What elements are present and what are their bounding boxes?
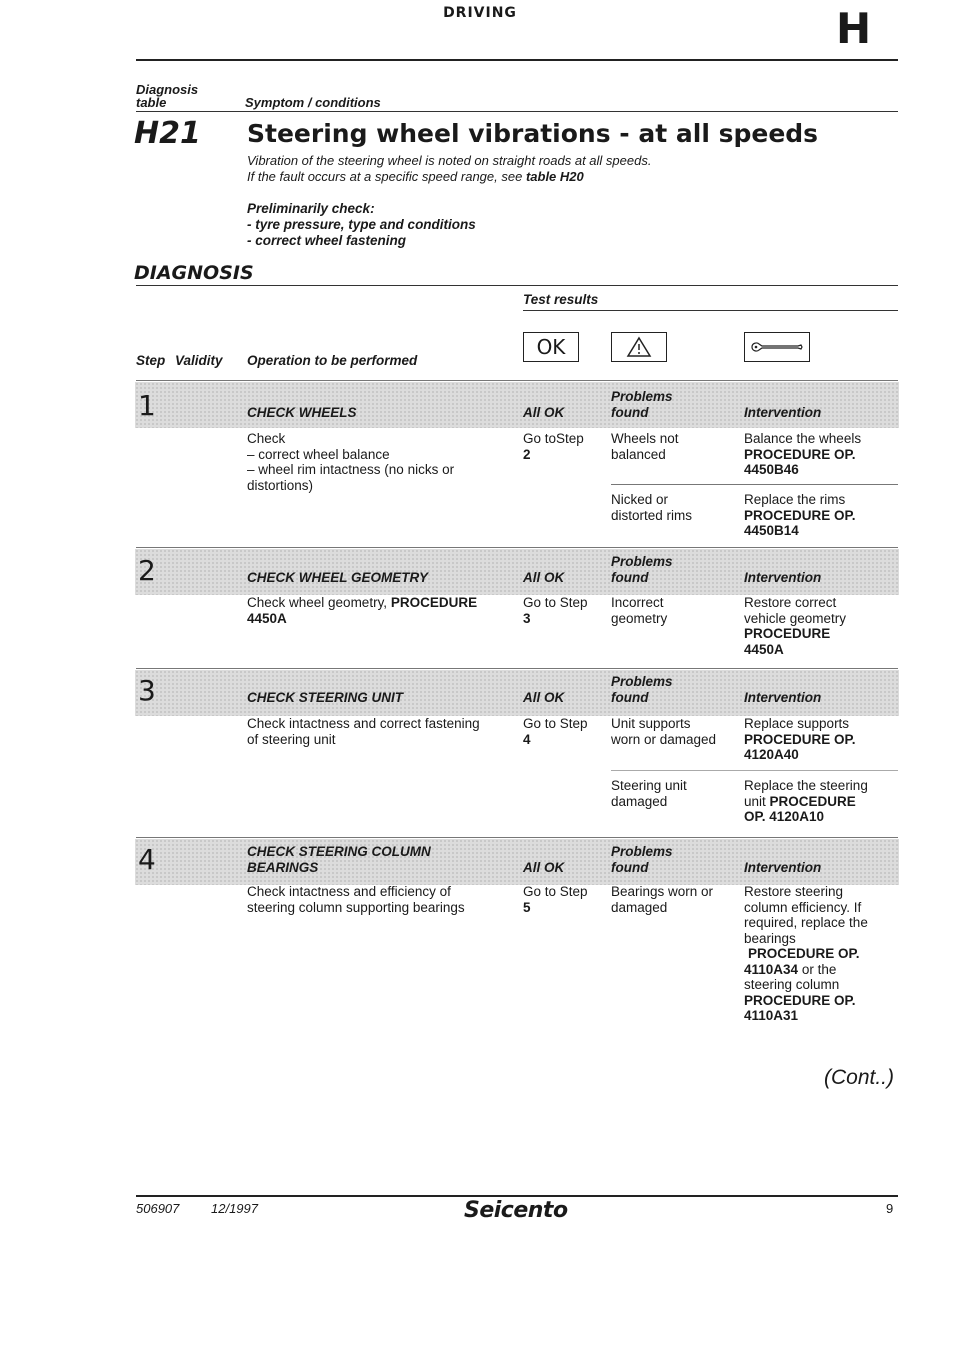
step-2-problems-found: Problems found	[611, 554, 673, 585]
step-3-problem-2: Steering unit damaged	[611, 778, 687, 809]
doc-number: 506907	[136, 1201, 180, 1216]
step-4-rule	[136, 837, 898, 838]
diagnosis-heading: DIAGNOSIS	[134, 262, 254, 284]
step-4-problem-1: Bearings worn or damaged	[611, 884, 714, 915]
step-3-sub-rule	[611, 770, 898, 771]
footer-rule	[136, 1195, 898, 1197]
step-1-heading: CHECK WHEELS	[247, 405, 357, 420]
brand-logo: Seicento	[464, 1198, 568, 1223]
step-1-intervention-1: Balance the wheels PROCEDURE OP. 4450B46	[744, 431, 862, 477]
section-letter: H	[836, 4, 872, 53]
step-1-problems-found: Problems found	[611, 389, 673, 420]
step-1-problem-1: Wheels not balanced	[611, 431, 679, 462]
table-code: H21	[134, 116, 201, 151]
step-3-problem-1: Unit supports worn or damaged	[611, 716, 717, 747]
step-1-rule	[136, 380, 898, 381]
step-2-all-ok: All OK	[523, 570, 565, 585]
test-results-label: Test results	[523, 292, 599, 307]
step-3-heading: CHECK STEERING UNIT	[247, 690, 404, 705]
step-3-operation: Check intactness and correct fastening of steering unit	[247, 716, 480, 747]
step-3-intervention-1: Replace supports PROCEDURE OP. 4120A40	[744, 716, 856, 762]
page-number: 9	[886, 1201, 894, 1216]
step-4-intervention: Intervention	[744, 860, 822, 875]
step-1-operation: Check – correct wheel balance – wheel rim intactness (no nicks or distortions)	[247, 431, 455, 493]
diagnosis-rule	[136, 285, 898, 286]
step-1-sub-rule	[611, 484, 898, 485]
diagnosis-table-label: Diagnosis table	[136, 82, 199, 110]
step-2-intervention: Intervention	[744, 570, 822, 585]
step-3-intervention: Intervention	[744, 690, 822, 705]
doc-date: 12/1997	[211, 1201, 258, 1216]
step-2-rule	[136, 547, 898, 548]
preliminary-check: Preliminarily check: - tyre pressure, type and conditions - correct wheel fastening	[247, 201, 476, 248]
warning-triangle-icon	[611, 332, 667, 362]
step-3-rule	[136, 668, 898, 669]
column-operation: Operation to be performed	[247, 353, 418, 368]
step-1-go-to: Go toStep 2	[523, 431, 584, 462]
step-1-all-ok: All OK	[523, 405, 565, 420]
step-3-number: 3	[138, 674, 156, 707]
step-3-problems-found: Problems found	[611, 674, 673, 705]
symptom-conditions-label: Symptom / conditions	[245, 95, 381, 110]
step-1-problem-2: Nicked or distorted rims	[611, 492, 693, 523]
step-4-heading: CHECK STEERING COLUMN BEARINGS	[247, 844, 431, 875]
step-4-number: 4	[138, 843, 156, 876]
test-results-rule	[523, 310, 898, 311]
table-reference: table H20	[525, 169, 584, 184]
wrench-icon	[744, 332, 810, 362]
step-2-go-to: Go to Step 3	[523, 595, 588, 626]
step-4-go-to: Go to Step 5	[523, 884, 588, 915]
column-step: Step	[136, 353, 166, 368]
page-title: Steering wheel vibrations - at all speeds	[247, 119, 819, 148]
step-2-heading: CHECK WHEEL GEOMETRY	[247, 570, 429, 585]
symptom-description: Vibration of the steering wheel is noted on straight roads at all speeds. If the fault occurs at a specific speed range, see table H20	[247, 153, 652, 184]
step-3-all-ok: All OK	[523, 690, 565, 705]
step-4-problems-found: Problems found	[611, 844, 673, 875]
step-2-operation: Check wheel geometry, PROCEDURE 4450A	[247, 595, 478, 626]
step-4-operation: Check intactness and efficiency of steering column supporting bearings	[247, 884, 465, 915]
section-title: DRIVING	[443, 5, 517, 21]
step-4-all-ok: All OK	[523, 860, 565, 875]
step-1-intervention: Intervention	[744, 405, 822, 420]
step-3-go-to: Go to Step 4	[523, 716, 588, 747]
step-1-intervention-2: Replace the rims PROCEDURE OP. 4450B14	[744, 492, 856, 538]
header-rule	[136, 59, 898, 61]
step-3-intervention-2: Replace the steering unit PROCEDURE OP. 4120A10	[744, 778, 868, 824]
column-validity: Validity	[175, 353, 223, 368]
step-2-problem-1: Incorrect geometry	[611, 595, 668, 626]
ok-icon: OK	[523, 332, 579, 362]
step-2-number: 2	[138, 554, 156, 587]
continued-label: (Cont..)	[824, 1066, 895, 1089]
step-4-intervention-1: Restore steering column efficiency. If required, replace the bearings PROCEDURE OP. 4110A34 or the steering column PROCEDURE OP. 4110A31	[744, 884, 868, 1023]
label-rule	[136, 111, 898, 112]
step-2-intervention-1: Restore correct vehicle geometry PROCEDURE 4450A	[744, 595, 847, 657]
step-1-number: 1	[138, 389, 156, 422]
